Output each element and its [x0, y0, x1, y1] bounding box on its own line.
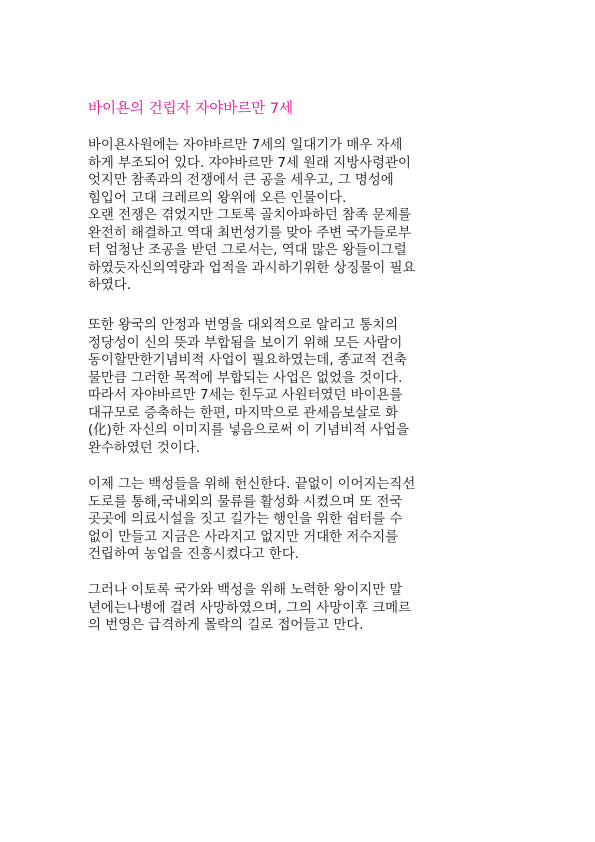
- text-line: 하였다.: [88, 278, 132, 293]
- text-line: 따라서 자야바르만 7세는 힌두교 사원터였던 바이욘를: [88, 388, 403, 403]
- text-line: 하게 부조되어 있다. 쟈야바르만 7세 원래 지방사령관이: [88, 155, 411, 171]
- text-line: 엇지만 참족과의 전쟁에서 큰 공을 세우고, 그 명성에: [88, 173, 394, 188]
- text-line: 년에는나병에 걸려 사망하였으며, 그의 사망이후 크메르: [88, 600, 412, 616]
- text-line: 이제 그는 백성들을 위해 헌신한다. 끝없이 이어지는직선: [88, 477, 416, 492]
- text-line: 곳곳에 의료시설을 짓고 길가는 행인을 위한 쉼터를 수: [88, 512, 403, 527]
- text-line: (化)한 자신의 이미지를 넣음으로써 이 기념비적 사업을: [88, 423, 410, 438]
- text-line: 그러나 이토록 국가와 백성을 위해 노력한 왕이지만 말: [88, 583, 403, 598]
- text-line: 물만큼 그러한 목적에 부합되는 사업은 없었을 것이다.: [88, 370, 403, 386]
- paragraph-1: [88, 137, 508, 295]
- text-line: 없이 만들고 지금은 사라지고 없지만 거대한 저수지를: [88, 529, 399, 545]
- text-line: 도로를 통해,국내외의 물류를 활성화 시켰으며 또 전국: [88, 494, 403, 510]
- text-line: 정당성이 신의 뜻과 부합됨을 보이기 위해 모든 사람이: [88, 335, 403, 351]
- text-line: 의 번영은 급격하게 몰락의 길로 접어들고 만다.: [88, 618, 364, 633]
- paragraph-2: [88, 317, 508, 457]
- text-line: 하였듯자신의역량과 업적을 과시하기위한 상징물이 필요: [88, 260, 416, 276]
- text-line: 또한 왕국의 안정과 번영을 대외적으로 알리고 통치의: [88, 318, 399, 333]
- text-line: 바이욘사원에는 자야바르만 7세의 일대기가 매우 자세: [88, 138, 403, 153]
- text-line: 힘입어 고대 크레르의 왕위에 오른 인물이다.: [88, 190, 347, 206]
- paragraph-3: [88, 476, 508, 564]
- paragraph-4: [88, 582, 508, 635]
- text-line: 오랜 전쟁은 겪었지만 그토록 골치아파하던 참족 문제를: [88, 208, 412, 223]
- text-line: 완수하였던 것이다.: [88, 440, 200, 456]
- text-line: 건립하여 농업을 진흥시켰다고 한다.: [88, 547, 300, 562]
- document-title: 바이욘의 건립자 자야바르만 7세: [88, 101, 294, 117]
- text-line: 동이할만한기념비적 사업이 필요하였는데, 종교적 건축: [88, 353, 407, 368]
- text-line: 대규모로 증축하는 한편, 마지막으로 관세음보살로 화: [88, 405, 399, 421]
- text-line: 터 엄청난 조공을 받던 그로서는, 역대 많은 왕들이그럴: [88, 243, 407, 258]
- text-line: 완전히 해결하고 역대 최번성기를 맞아 주변 국가들로부: [88, 225, 412, 241]
